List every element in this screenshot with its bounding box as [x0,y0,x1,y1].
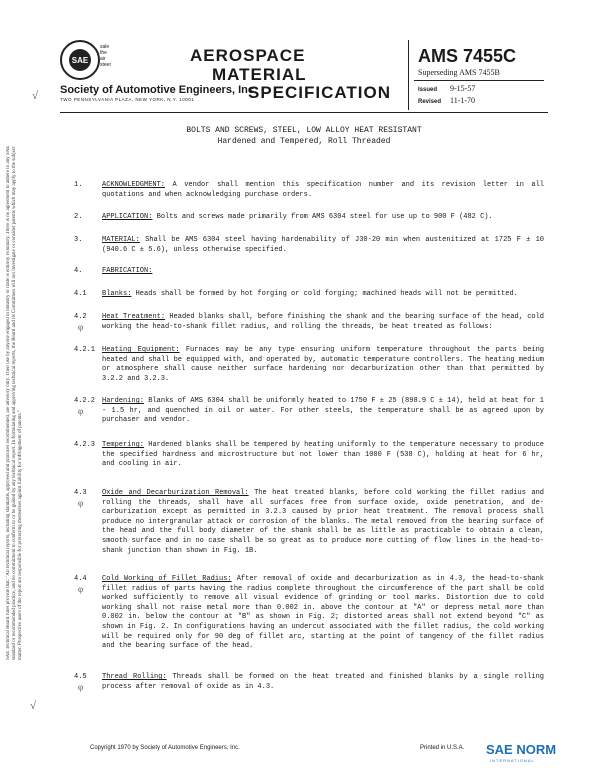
section-number: 4.4 [74,575,87,583]
section-4-2-3 [74,441,544,470]
society-address: TWO PENNSYLVANIA PLAZA, NEW YORK, N.Y. 10001 [60,97,195,102]
section-heading: Blanks: [102,290,132,298]
revision-mark: φ [78,322,84,332]
section-3 [74,236,544,255]
section-text: A vendor shall mention this specification number and its revision letter in all quotations and when acknowledging purchase orders. [102,181,545,199]
section-heading: Thread Rolling: [102,673,167,681]
issued-label: Issued [418,87,438,93]
logo-tagline: sale the air steer [100,44,112,68]
superseding: Superseding AMS 7455B [418,68,500,77]
revised-date: 11-1-70 [450,96,476,105]
section-text: Shall be AMS 6304 steel having hardenability of J30-20 min when austenitized at 1725 F ± 10 (940.6 C ± 5.6), unless otherwise specified. [102,236,545,254]
section-text: Blanks of AMS 6304 shall be uniformly heated to 1750 F ± 25 (898.9 C ± 14), held at heat for 1 - 1.5 hr, and quenched in oil or water. For other steels, the temperature shall be as agreed upon by purchaser and vendor. [102,397,544,425]
section-text: Bolts and screws made primarily from AMS 6304 steel for use up to 900 F (482 C). [156,213,493,221]
section-body [102,489,544,556]
section-body [102,267,544,277]
sae-logo-mark: SAE [69,49,91,71]
sae-norm-watermark: SAE NORM [486,742,557,757]
section-4-4 [74,575,544,652]
sae-norm-sub: INTERNATIONAL [490,758,535,763]
revision-mark: φ [78,682,84,692]
section-number: 4.2.3 [74,441,96,449]
section-number: 4.2.2 [74,397,96,405]
section-body [102,236,544,255]
section-text: After removal of oxide and decarburization as in 4.3, the head-to-shank fillet radius of parts having the radius complete throughout the circumference of the part shall be cold worked sufficiently to remove all visual evidence of grinding or tool marks. Distortion due to cold working shall not raise metal more than 0.002 in. above the contour at "A" or depress metal more than 0.002 in. below the contour at "B" as shown in Fig. 2; distorted areas shall not extend beyond "C" as shown in Fig. 2. In configurations having an undercut associated with the fillet radius, the cold working will be required only for 90 deg of fillet arc, starting at the point of tangency of the fillet radius and the bearing surface of the head. [102,575,544,651]
section-2 [74,213,544,223]
section-4-2-1 [74,346,544,384]
section-body [102,441,544,470]
section-body [102,290,544,300]
section-number: 4.2 [74,313,87,321]
section-heading: Hardening: [102,397,145,405]
section-4-5 [74,673,544,692]
section-number: 2. [74,213,83,221]
spec-number: AMS 7455C [418,46,517,66]
title-specification: SPECIFICATION [248,83,392,102]
section-body [102,213,544,223]
revision-mark: φ [78,584,84,594]
section-heading: Heat Treatment: [102,313,166,321]
section-text: Headed blanks shall, before finishing the shank and the bearing surface of the head, cold working the head-to-shank fillet radius, and rolling the threads, be heat treated as follows: [102,313,544,331]
section-body [102,673,544,692]
subject-line1: BOLTS AND SCREWS, STEEL, LOW ALLOY HEAT RESISTANT [186,126,422,135]
section-text: Hardened blanks shall be tempered by heating uniformly to the temperature necessary to produce the specified hardness and microstructure but not lower than 1000 F (538 C), holding at heat for 6 hr, and cooling in air. [102,441,544,469]
section-body [102,397,544,426]
section-body [102,313,544,332]
section-heading: FABRICATION: [102,267,153,275]
section-number: 4.1 [74,290,87,298]
change-mark: √ [32,90,39,102]
title-aerospace: AEROSPACE [190,46,306,65]
subject-line2: Hardened and Tempered, Roll Threaded [217,137,391,146]
sae-logo [60,40,100,80]
section-number: 1. [74,181,83,189]
issued-date: 9-15-57 [450,84,476,93]
spec-divider [414,80,544,81]
section-4 [74,267,544,277]
revision-mark: φ [78,498,84,508]
copyright: Copyright 1970 by Society of Automotive Engineers, Inc. [90,745,240,751]
header-divider [408,40,409,110]
section-text: Furnaces may be any type ensuring uniform temperature throughout the parts being heated and shall be equipped with, and operated by, automatic temperature controllers. The heating medium or atmosphere shall cause neither surface hardening nor decarburization other than that permitted by 3.2.2 and 3.2.3. [102,346,544,383]
section-heading: ACKNOWLEDGMENT: [102,181,166,189]
section-number: 4. [74,267,83,275]
revised-row [418,96,475,105]
section-heading: MATERIAL: [102,236,140,244]
section-number: 3. [74,236,83,244]
section-number: 4.5 [74,673,87,681]
section-heading: Heating Equipment: [102,346,180,354]
change-mark: √ [30,700,37,712]
section-text: Heads shall be formed by hot forging or cold forging; machined heads will not be permitted. [135,290,518,298]
section-heading: APPLICATION: [102,213,153,221]
section-4-3 [74,489,544,556]
title-material: MATERIAL [212,65,307,84]
section-heading: Oxide and Decarburization Removal: [102,489,249,497]
section-text: The heat treated blanks, before cold working the fillet radius and rolling the threads, shall have all surfaces free from surface oxide, oxide penetration, and de-carburization except as permitted in 3.2.3 caused by prior heat treatment. The removal process shall produce no intergranular attack or corrosion of the blanks. The metal removed from the bearing surface of the head and the full body diameter of the shank shall be as little as practicable to obtain a clean, smooth surface and in no case shall be so great as to produce more cutting of flow lines in the head-to-shank junction than shown in Fig. 1B. [102,489,544,555]
section-1 [74,181,544,200]
section-heading: Cold Working of Fillet Radius: [102,575,232,583]
section-body [102,181,544,200]
section-4-2 [74,313,544,332]
disclaimer-sidebar: SAE Technical Board rules provide that: "All technical reports, including standards, approved and practices recommended, are advisory only. Their use by anyone engaged in industry or trade is entirely voluntary. There is no agreement to adhere to any SAE standard or recommended practice, and no commitment to conform to or be guided by any technical report. In formulating and approving technical reports, the Board and its Committees will not investigate or consider patents which may apply to the subject matter. Prospective users of the report are responsible for protecting themselves against liability for infringement of patents." [6,145,23,660]
section-number: 4.2.1 [74,346,96,354]
society-name: Society of Automotive Engineers, Inc. [60,84,258,96]
section-text: Threads shall be formed on the heat treated and finished blanks by a single rolling process after removal of oxide as in 4.3. [102,673,545,691]
header-rule [60,112,548,113]
revised-label: Revised [418,99,442,105]
section-4-2-2 [74,397,544,426]
section-body [102,575,544,652]
section-4-1 [74,290,544,300]
revision-mark: φ [78,406,84,416]
section-heading: Tempering: [102,441,145,449]
section-number: 4.3 [74,489,87,497]
issued-row [418,84,475,93]
printed-in: Printed in U.S.A. [420,745,465,751]
section-body [102,346,544,384]
